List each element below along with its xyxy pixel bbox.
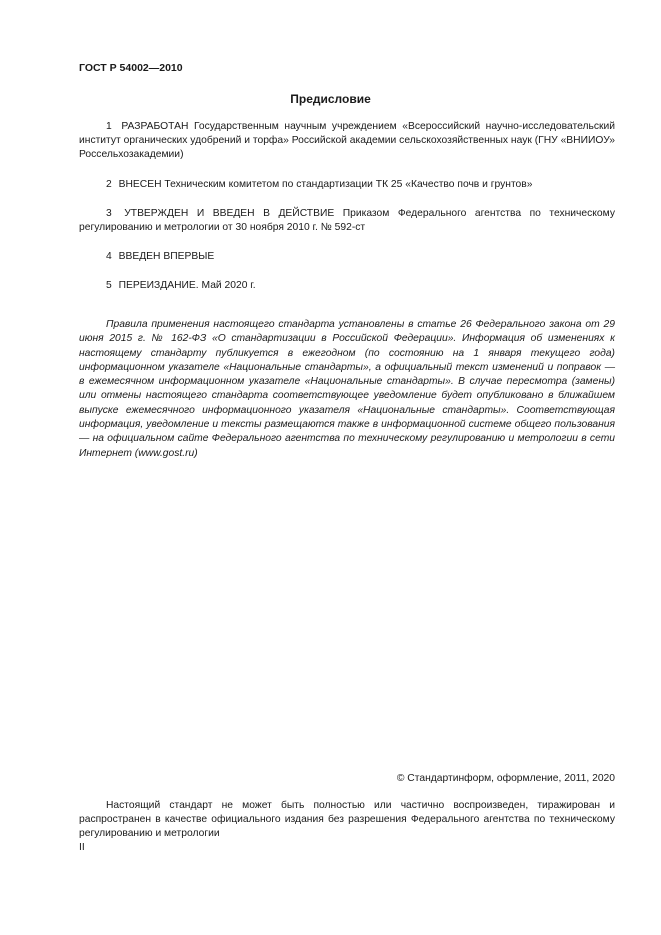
item-number: 3 <box>106 207 112 219</box>
item-number: 5 <box>106 280 112 292</box>
item-text: ПЕРЕИЗДАНИЕ. Май 2020 г. <box>118 280 256 292</box>
foreword-item <box>79 178 615 192</box>
item-text: УТВЕРЖДЕН И ВВЕДЕН В ДЕЙСТВИЕ Приказом Федерального агентства по техническому регулированию и метрологии от 30 ноября 2010 г. № 592-ст <box>79 207 615 234</box>
standard-code: ГОСТ Р 54002—2010 <box>79 62 183 74</box>
page-number: II <box>79 842 85 853</box>
foreword-item <box>79 279 615 293</box>
application-notice: Правила применения настоящего стандарта установлены в статье 26 Федерального закона от 29 июня 2015 г. № 162-ФЗ «О стандартизации в Российской Федерации». Информация об изменениях к настоящему стандарту публикуется в ежегодном (по состоянию на 1 января текущего года) информационном указателе «Национальные стандарты», а официальный текст изменений и поправок — в ежемесячном информационном указателе «Национальные стандарты». В случае пересмотра (замены) или отмены настоящего стандарта соответствующее уведомление будет опубликовано в ближайшем выпуске ежемесячного информационного указателя «Национальные стандарты». Соответствующая информация, уведомление и тексты размещаются также в информационной системе общего пользования — на официальном сайте Федерального агентства по техническому регулированию и метрологии в сети Интернет (www.gost.ru) <box>79 319 615 459</box>
foreword-item <box>79 207 615 235</box>
item-text: РАЗРАБОТАН Государственным научным учреждением «Всероссийский научно-исследовательский институт органических удобрений и торфа» Российской академии сельскохозяйственных наук (ГНУ «ВНИИОУ» Россельхозакадемии) <box>79 121 615 161</box>
item-text: ВВЕДЕН ВПЕРВЫЕ <box>118 251 215 263</box>
foreword-item <box>79 250 615 264</box>
foreword-item <box>79 120 615 163</box>
legal-notice: Настоящий стандарт не может быть полностью или частично воспроизведен, тиражирован и распространен в качестве официального издания без разрешения Федерального агентства по техническому регулированию и метрологии <box>79 800 615 840</box>
item-text: ВНЕСЕН Техническим комитетом по стандартизации ТК 25 «Качество почв и грунтов» <box>118 178 533 190</box>
item-number: 1 <box>106 121 112 132</box>
item-number: 2 <box>106 178 112 190</box>
copyright-line: © Стандартинформ, оформление, 2011, 2020 <box>396 773 615 784</box>
page-title: Предисловие <box>290 92 371 106</box>
foreword-items <box>79 120 615 309</box>
item-number: 4 <box>106 251 112 263</box>
